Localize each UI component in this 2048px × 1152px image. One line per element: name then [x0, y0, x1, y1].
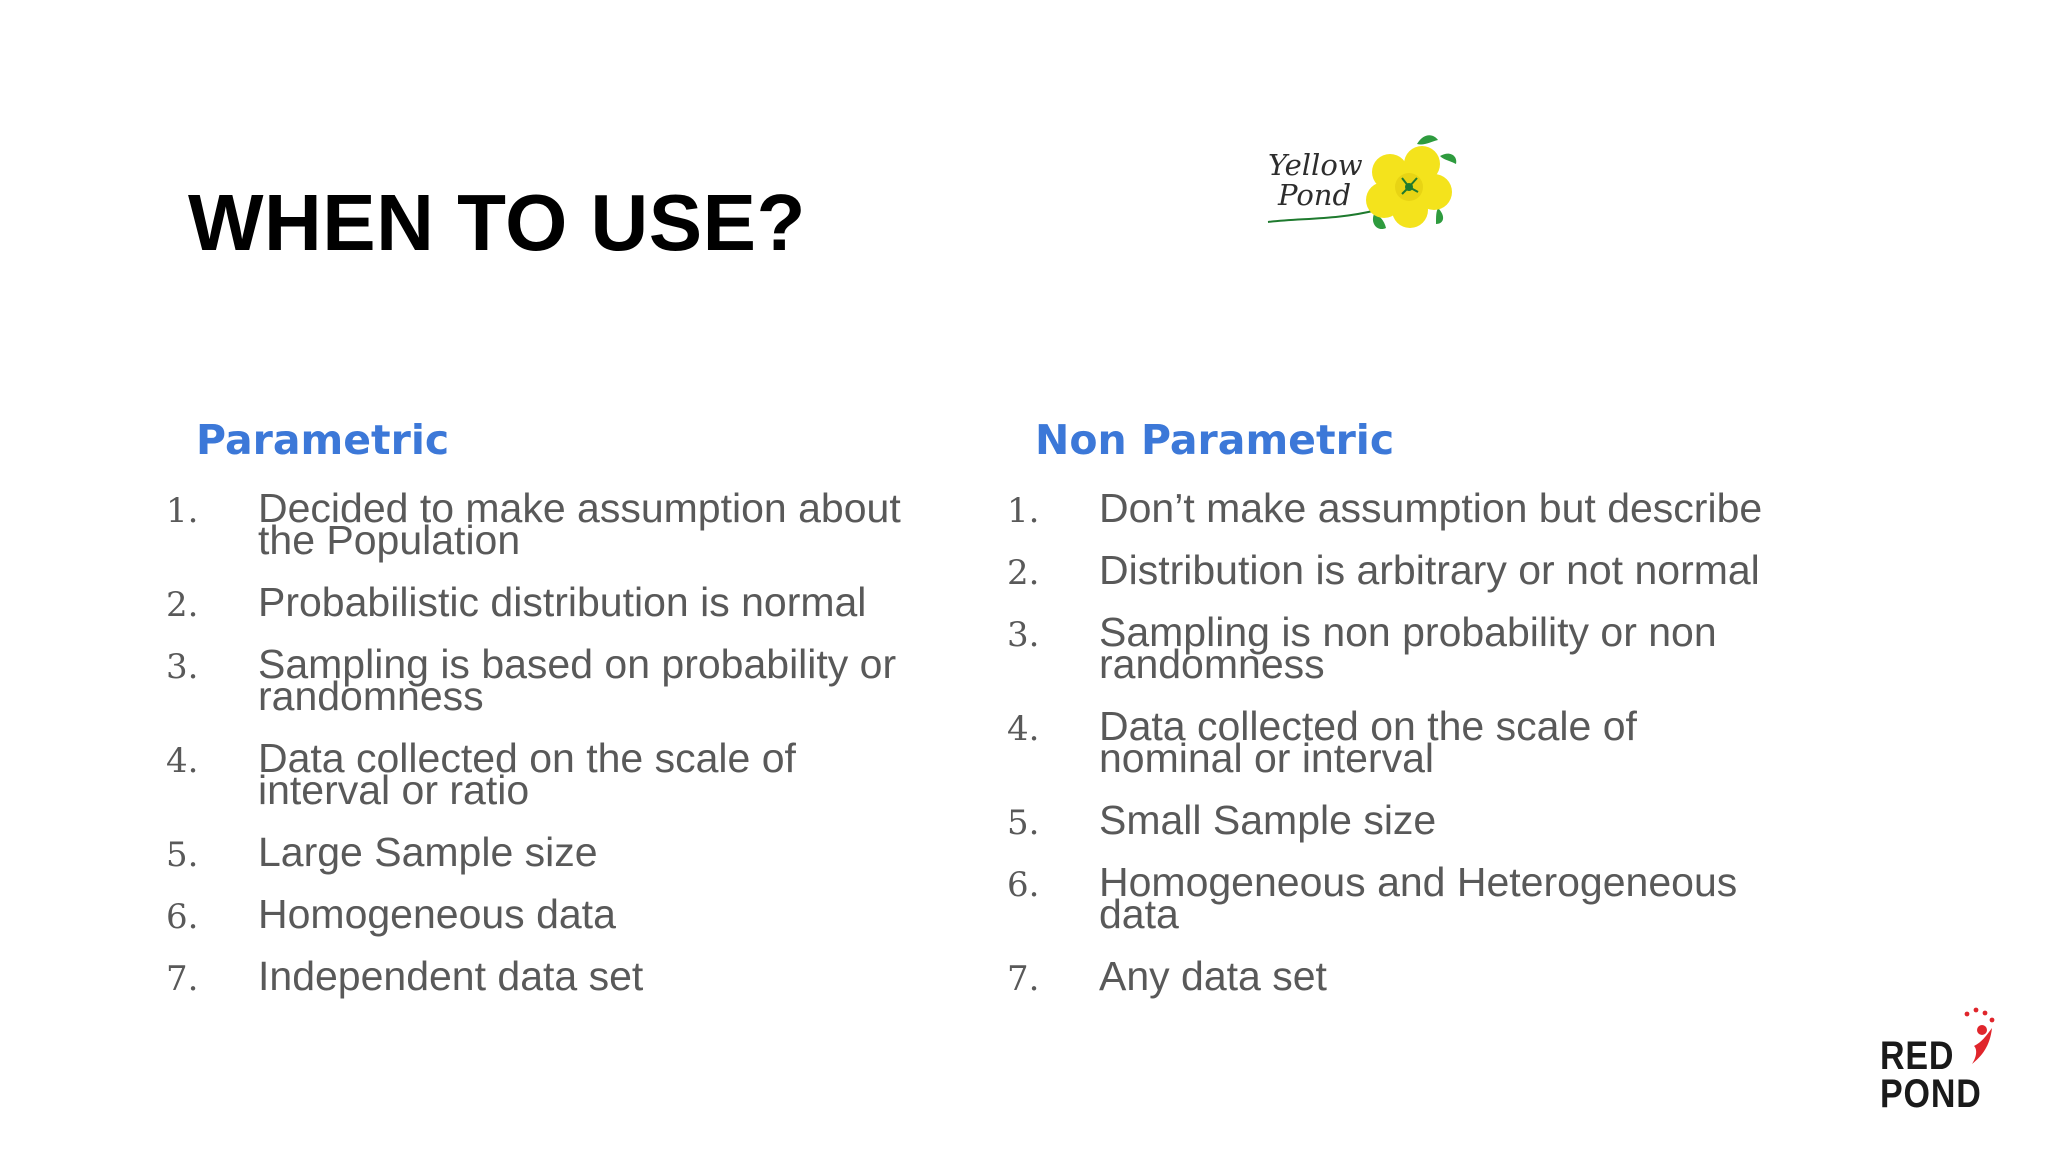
list-item-number: 1. [1007, 491, 1040, 531]
list-item-text: Data collected on the scale of nominal or interval [1099, 703, 1637, 781]
list-item-number: 3. [166, 647, 199, 687]
list-item-number: 4. [166, 741, 199, 781]
list-item-text: Decided to make assumption about the Population [258, 485, 901, 563]
yellow-pond-logo-line2: Pond [1278, 178, 1352, 212]
list-item-number: 2. [1007, 553, 1040, 593]
list-item-number: 3. [1007, 615, 1040, 655]
yellow-pond-logo [1262, 130, 1462, 242]
non-parametric-heading: Non Parametric [1035, 416, 1395, 464]
list-item [166, 485, 966, 563]
parametric-list [166, 485, 966, 1022]
list-item-number: 7. [166, 959, 199, 999]
list-item-text: Don’t make assumption but describe [1099, 485, 1763, 531]
list-item-text: Probabilistic distribution is normal [258, 579, 867, 625]
list-item-number: 4. [1007, 709, 1040, 749]
list-item-text: Distribution is arbitrary or not normal [1099, 547, 1760, 593]
list-item-text: Independent data set [258, 953, 644, 999]
list-item [1007, 703, 1807, 781]
list-item [1007, 953, 1807, 999]
slide-title: WHEN TO USE? [188, 178, 806, 267]
list-item-text: Homogeneous and Heterogeneous data [1099, 859, 1738, 937]
list-item-number: 5. [166, 835, 199, 875]
list-item [1007, 609, 1807, 687]
list-item [1007, 797, 1807, 843]
list-item [1007, 485, 1807, 531]
list-item-number: 6. [1007, 865, 1040, 905]
parametric-heading: Parametric [196, 416, 450, 464]
red-pond-logo [1880, 1006, 2000, 1116]
list-item [166, 891, 966, 937]
list-item-number: 2. [166, 585, 199, 625]
list-item-text: Sampling is based on probability or randomness [258, 641, 897, 719]
yellow-pond-logo-line1: Yellow [1268, 148, 1363, 182]
figure-logo-icon [1952, 1006, 2000, 1066]
list-item-number: 5. [1007, 803, 1040, 843]
list-item [1007, 547, 1807, 593]
list-item [166, 829, 966, 875]
list-item [1007, 859, 1807, 937]
list-item-text: Homogeneous data [258, 891, 616, 937]
list-item [166, 953, 966, 999]
red-pond-logo-line1: RED [1880, 1034, 1955, 1078]
red-pond-logo-line2: POND [1880, 1072, 1982, 1116]
list-item-text: Small Sample size [1099, 797, 1437, 843]
list-item-text: Data collected on the scale of interval or ratio [258, 735, 796, 813]
list-item-number: 7. [1007, 959, 1040, 999]
non-parametric-list [1007, 485, 1807, 1022]
list-item-text: Sampling is non probability or non randomness [1099, 609, 1717, 687]
list-item [166, 641, 966, 719]
list-item [166, 735, 966, 813]
list-item-text: Any data set [1099, 953, 1327, 999]
list-item-number: 1. [166, 491, 199, 531]
list-item-text: Large Sample size [258, 829, 598, 875]
list-item-number: 6. [166, 897, 199, 937]
list-item [166, 579, 966, 625]
